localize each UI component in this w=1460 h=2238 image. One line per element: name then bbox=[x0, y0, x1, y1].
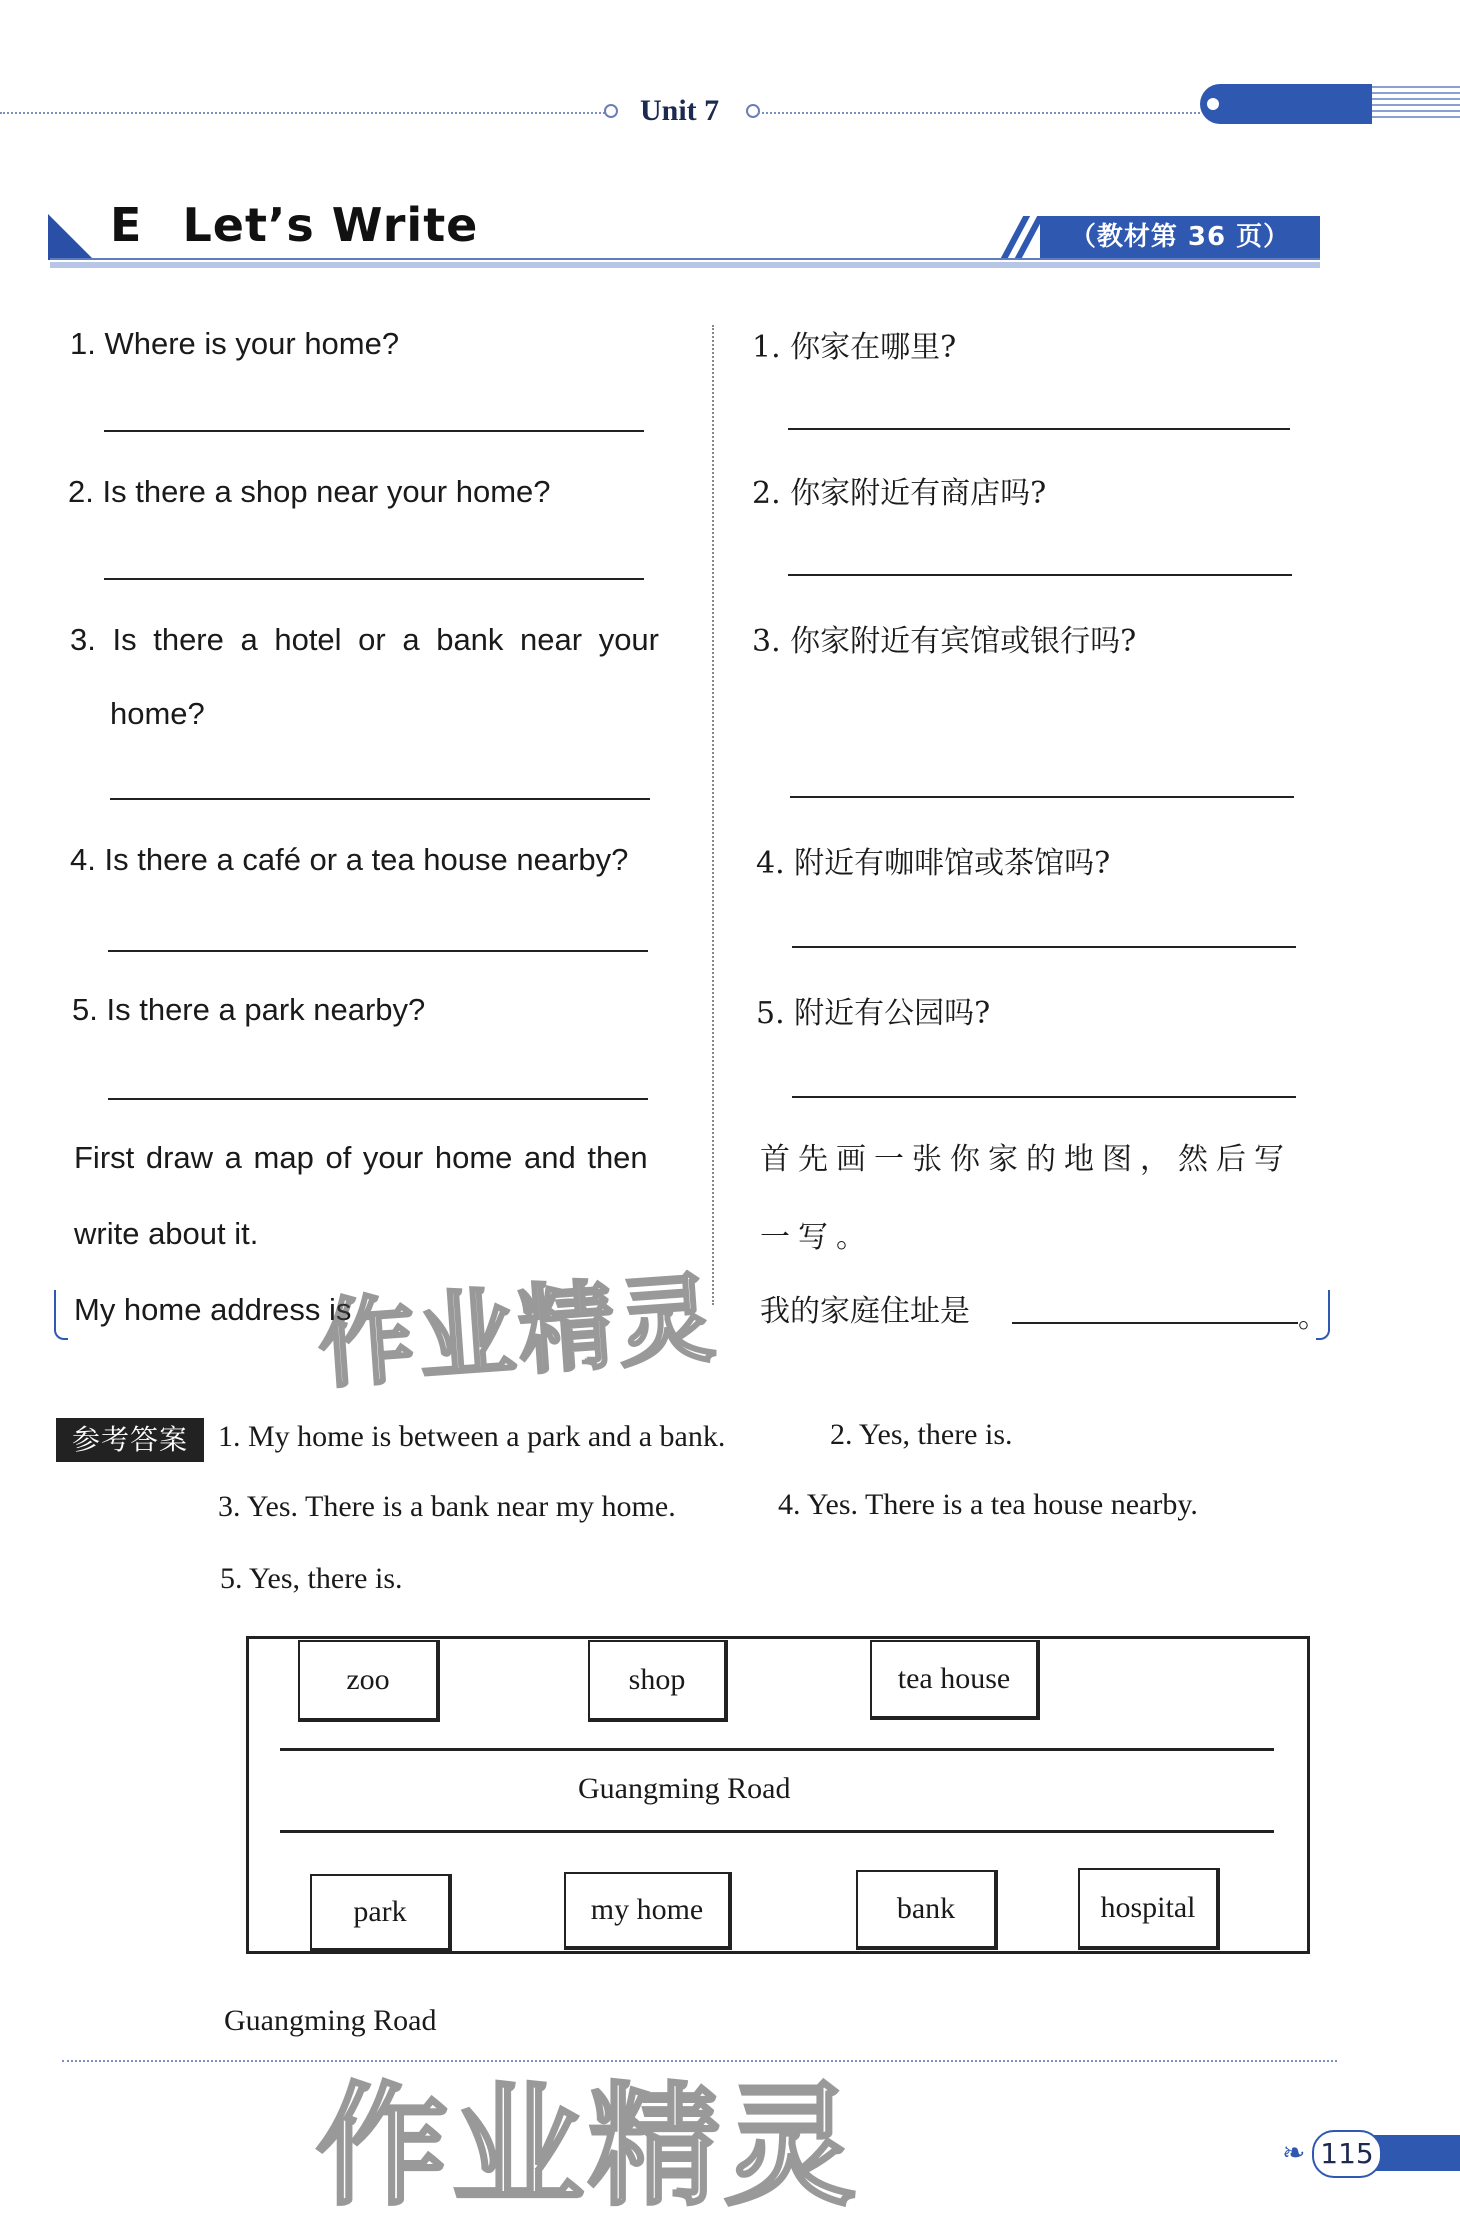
instruction-en-line2: write about it. bbox=[74, 1216, 259, 1251]
column-divider bbox=[712, 325, 714, 1305]
answer-line-cn-4[interactable] bbox=[792, 946, 1296, 948]
map-building-tea-house: tea house bbox=[870, 1640, 1040, 1720]
address-cn: 我的家庭住址是 bbox=[760, 1294, 970, 1329]
map-caption: Guangming Road bbox=[224, 2004, 437, 2037]
header-circle-left bbox=[604, 104, 618, 118]
question-en-1: 1. Where is your home? bbox=[70, 326, 400, 361]
map-building-hospital: hospital bbox=[1078, 1868, 1220, 1950]
header-stripes bbox=[1372, 86, 1460, 122]
answer-5: 5. Yes, there is. bbox=[220, 1562, 403, 1595]
header-rule-left bbox=[0, 112, 612, 114]
answer-line-en-3[interactable] bbox=[110, 798, 650, 800]
answer-line-en-5[interactable] bbox=[108, 1098, 648, 1100]
answer-line-en-2[interactable] bbox=[104, 578, 644, 580]
question-en-5: 5. Is there a park nearby? bbox=[72, 992, 426, 1027]
map-road-top-edge bbox=[280, 1748, 1274, 1751]
instruction-cn-line2: 一写。 bbox=[760, 1220, 874, 1255]
header-circle-right bbox=[746, 104, 760, 118]
map-building-shop: shop bbox=[588, 1640, 728, 1722]
header-tab bbox=[1200, 84, 1372, 124]
section-title bbox=[110, 198, 478, 252]
section-rule bbox=[50, 262, 1320, 268]
address-bracket-right bbox=[1316, 1290, 1330, 1340]
instruction-en-line1: First draw a map of your home and then bbox=[74, 1140, 648, 1175]
watermark-mid: 作业精灵 bbox=[315, 1262, 722, 1402]
section-triangle-icon bbox=[48, 214, 94, 260]
answer-3: 3. Yes. There is a bank near my home. bbox=[218, 1490, 676, 1523]
question-cn-5: 5. 附近有公园吗? bbox=[756, 996, 991, 1031]
section-title-text: Let’s Write bbox=[182, 198, 479, 252]
unit-label: Unit 7 bbox=[640, 94, 720, 127]
instruction-cn-line1: 首先画一张你家的地图，然后写 bbox=[760, 1142, 1292, 1177]
question-en-3: 3. Is there a hotel or a bank near your bbox=[70, 622, 659, 657]
answer-4: 4. Yes. There is a tea house nearby. bbox=[778, 1488, 1198, 1521]
footer-rule bbox=[62, 2060, 1337, 2062]
answer-line-en-4[interactable] bbox=[108, 950, 648, 952]
section-letter: E bbox=[110, 198, 143, 252]
answer-1: 1. My home is between a park and a bank. bbox=[218, 1420, 726, 1453]
map-building-park: park bbox=[310, 1874, 452, 1952]
question-cn-4: 4. 附近有咖啡馆或茶馆吗? bbox=[756, 846, 1111, 881]
address-cn-end: 。 bbox=[1298, 1300, 1328, 1335]
address-en: My home address is bbox=[74, 1292, 352, 1327]
answers-badge: 参考答案 bbox=[56, 1418, 204, 1462]
watermark-bottom: 作业精灵 bbox=[316, 2070, 860, 2224]
question-en-3-cont: home? bbox=[110, 696, 205, 731]
question-en-2: 2. Is there a shop near your home? bbox=[68, 474, 551, 509]
address-answer-line[interactable] bbox=[1012, 1322, 1298, 1324]
answer-line-cn-2[interactable] bbox=[788, 574, 1292, 576]
answer-line-cn-5[interactable] bbox=[792, 1096, 1296, 1098]
section-rule-top bbox=[50, 258, 1320, 260]
map-building-my-home: my home bbox=[564, 1872, 732, 1950]
question-cn-2: 2. 你家附近有商店吗? bbox=[752, 476, 1047, 511]
answer-2: 2. Yes, there is. bbox=[830, 1418, 1013, 1451]
header-rule-right bbox=[758, 112, 1200, 114]
question-cn-3: 3. 你家附近有宾馆或银行吗? bbox=[752, 624, 1137, 659]
map-road-bottom-edge bbox=[280, 1830, 1274, 1833]
question-cn-1: 1. 你家在哪里? bbox=[752, 330, 957, 365]
map-road-name: Guangming Road bbox=[578, 1772, 791, 1805]
leaf-icon: ❧ bbox=[1282, 2137, 1306, 2168]
answer-line-en-1[interactable] bbox=[104, 430, 644, 432]
address-bracket-left bbox=[54, 1290, 68, 1340]
header-tab-dot bbox=[1207, 98, 1219, 110]
question-en-4: 4. Is there a café or a tea house nearby? bbox=[70, 842, 629, 877]
map-building-zoo: zoo bbox=[298, 1640, 440, 1722]
answer-line-cn-1[interactable] bbox=[788, 428, 1290, 430]
page-reference: （教材第 36 页） bbox=[1040, 216, 1320, 258]
answer-line-cn-3[interactable] bbox=[790, 796, 1294, 798]
map-building-bank: bank bbox=[856, 1870, 998, 1950]
page-number: 115 bbox=[1312, 2130, 1382, 2178]
